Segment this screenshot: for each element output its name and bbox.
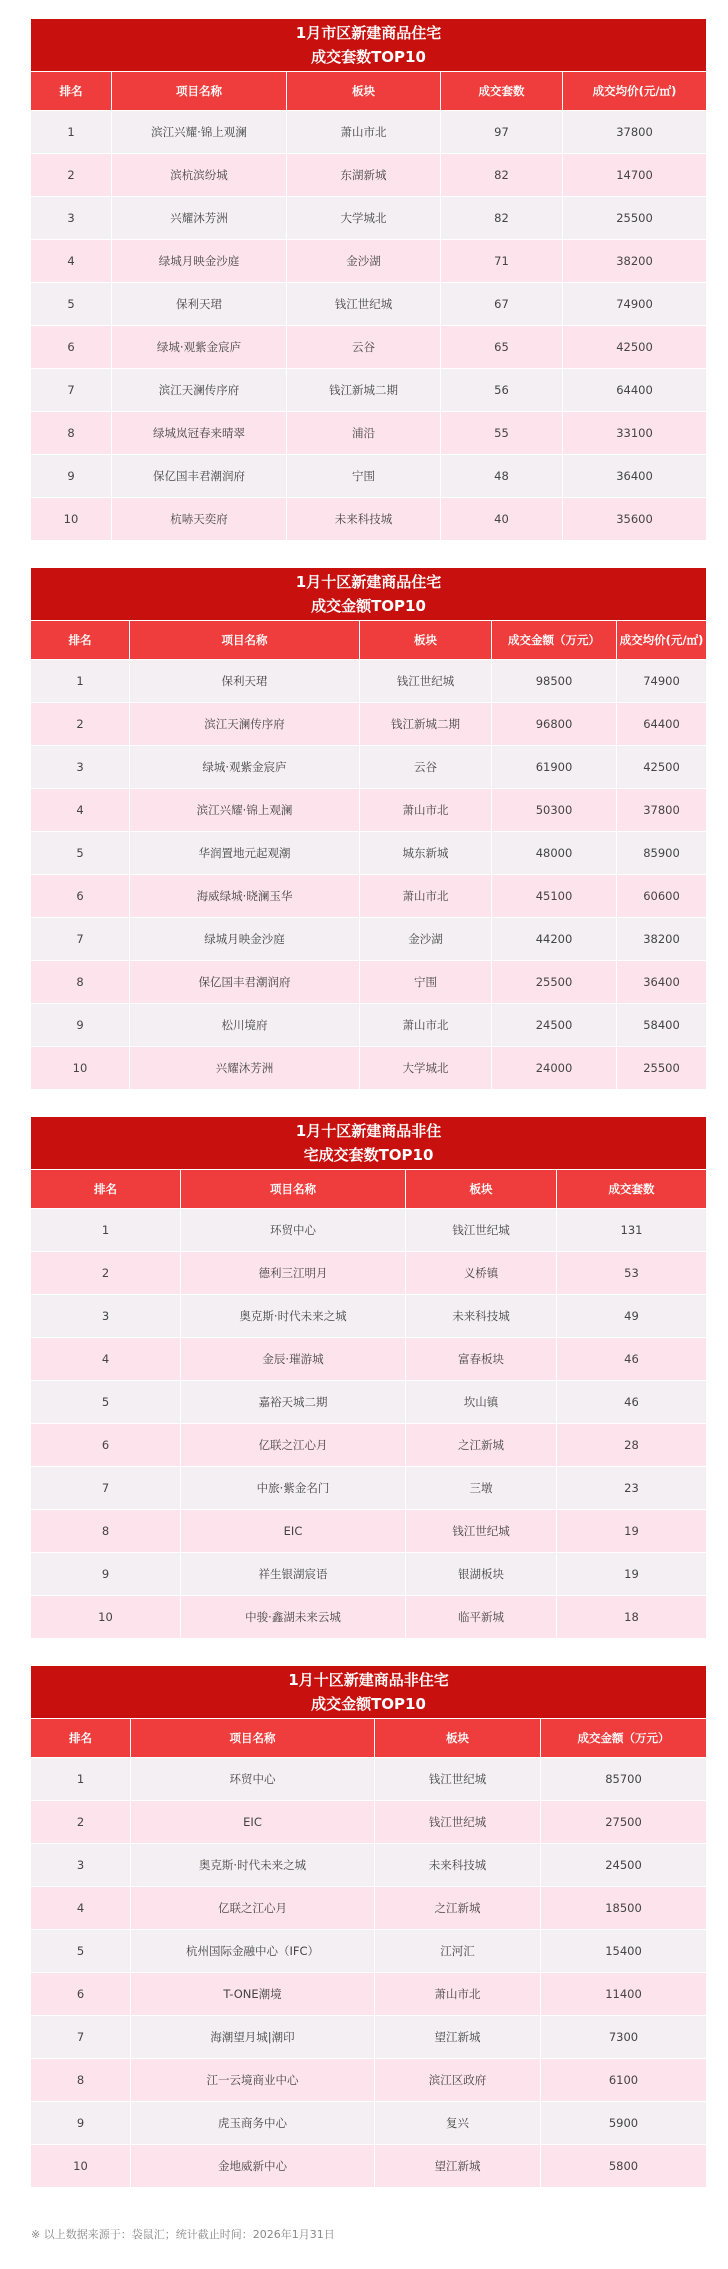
cell-district: 萧山市北 [359,1003,491,1046]
cell-project-name: 德利三江明月 [180,1251,405,1294]
table-row [31,454,706,497]
header-project-name: 项目名称 [130,1718,374,1757]
cell-value-a: 11400 [540,1972,706,2015]
table-row [31,1843,706,1886]
table-row [31,1423,706,1466]
cell-district: 大学城北 [286,196,440,239]
table-row [31,1886,706,1929]
table-title-line-2: 成交金额TOP10 [311,597,426,615]
cell-value-a: 98500 [491,659,616,702]
cell-project-name: 金辰·璀游城 [180,1337,405,1380]
cell-district: 萧山市北 [359,874,491,917]
cell-project-name: 杭哧天奕府 [111,497,286,540]
cell-value-a: 55 [440,411,562,454]
table-row [31,702,706,745]
cell-district: 未来科技城 [374,1843,540,1886]
header-value-b: 成交均价(元/㎡) [616,620,706,659]
cell-value-a: 19 [556,1552,706,1595]
header-value-a: 成交套数 [440,71,562,110]
cell-project-name: 嘉裕天城二期 [180,1380,405,1423]
cell-rank: 10 [31,2144,130,2187]
header-district: 板块 [359,620,491,659]
table-title [31,568,706,620]
table-row [31,1509,706,1552]
cell-district: 东湖新城 [286,153,440,196]
table-row [31,831,706,874]
cell-project-name: EIC [180,1509,405,1552]
cell-value-a: 97 [440,110,562,153]
cell-rank: 2 [31,1800,130,1843]
cell-district: 江河汇 [374,1929,540,1972]
table-row [31,196,706,239]
cell-value-b: 38200 [616,917,706,960]
cell-rank: 7 [31,917,129,960]
table-row [31,2101,706,2144]
cell-value-a: 18 [556,1595,706,1638]
cell-district: 之江新城 [405,1423,556,1466]
header-value-b: 成交均价(元/㎡) [562,71,706,110]
cell-value-a: 19 [556,1509,706,1552]
cell-rank: 3 [31,196,111,239]
table-row [31,1380,706,1423]
cell-district: 钱江新城二期 [359,702,491,745]
table-row [31,1466,706,1509]
data-table [31,1718,706,2187]
cell-value-a: 48 [440,454,562,497]
table-row [31,411,706,454]
header-value-a: 成交金额（万元） [540,1718,706,1757]
cell-rank: 4 [31,1337,180,1380]
cell-project-name: 中旅·紫金名门 [180,1466,405,1509]
cell-value-b: 74900 [616,659,706,702]
cell-value-b: 85900 [616,831,706,874]
cell-rank: 1 [31,659,129,702]
cell-value-a: 5800 [540,2144,706,2187]
table-row [31,745,706,788]
cell-value-b: 42500 [616,745,706,788]
cell-value-b: 33100 [562,411,706,454]
cell-project-name: 绿城月映金沙庭 [111,239,286,282]
table-row [31,1972,706,2015]
cell-district: 大学城北 [359,1046,491,1089]
cell-rank: 6 [31,874,129,917]
cell-district: 临平新城 [405,1595,556,1638]
cell-project-name: 金地威新中心 [130,2144,374,2187]
cell-project-name: 绿城岚冠春来晴翠 [111,411,286,454]
table-row [31,1552,706,1595]
table-body [31,110,706,540]
cell-district: 浦沿 [286,411,440,454]
cell-value-b: 42500 [562,325,706,368]
cell-district: 钱江世纪城 [405,1509,556,1552]
table-body [31,659,706,1089]
table-body [31,1208,706,1638]
cell-value-a: 46 [556,1337,706,1380]
cell-value-a: 25500 [491,960,616,1003]
cell-district: 银湖板块 [405,1552,556,1595]
cell-project-name: 亿联之江心月 [180,1423,405,1466]
cell-rank: 8 [31,2058,130,2101]
table-residential-units [31,19,706,540]
cell-rank: 6 [31,325,111,368]
cell-project-name: EIC [130,1800,374,1843]
header-row [31,620,706,659]
cell-district: 义桥镇 [405,1251,556,1294]
cell-value-b: 37800 [562,110,706,153]
table-row [31,497,706,540]
table-row [31,788,706,831]
table-row [31,1208,706,1251]
cell-project-name: T-ONE潮境 [130,1972,374,2015]
cell-value-b: 37800 [616,788,706,831]
cell-project-name: 奥克斯·时代未来之城 [130,1843,374,1886]
cell-value-a: 44200 [491,917,616,960]
cell-district: 钱江世纪城 [374,1800,540,1843]
cell-rank: 8 [31,960,129,1003]
cell-value-b: 36400 [616,960,706,1003]
footnote: ※ 以上数据来源于：袋鼠汇；统计截止时间：2026年1月31日 [31,2228,335,2241]
cell-value-a: 61900 [491,745,616,788]
cell-value-a: 67 [440,282,562,325]
cell-rank: 8 [31,1509,180,1552]
cell-value-a: 7300 [540,2015,706,2058]
cell-rank: 9 [31,1552,180,1595]
cell-district: 云谷 [359,745,491,788]
table-nonresidential-amount [31,1666,706,2187]
header-value-a: 成交金额（万元） [491,620,616,659]
cell-rank: 2 [31,1251,180,1294]
cell-value-a: 40 [440,497,562,540]
cell-district: 复兴 [374,2101,540,2144]
cell-project-name: 保亿国丰君潮润府 [111,454,286,497]
table-row [31,1595,706,1638]
cell-rank: 5 [31,831,129,874]
table-title-line-1: 1月十区新建商品非住 [295,1122,442,1140]
cell-project-name: 亿联之江心月 [130,1886,374,1929]
cell-project-name: 滨江天澜传序府 [111,368,286,411]
cell-value-b: 60600 [616,874,706,917]
cell-value-a: 18500 [540,1886,706,1929]
cell-rank: 3 [31,1294,180,1337]
cell-rank: 9 [31,2101,130,2144]
cell-value-b: 38200 [562,239,706,282]
table-row [31,1757,706,1800]
table-row [31,239,706,282]
cell-value-a: 46 [556,1380,706,1423]
header-project-name: 项目名称 [180,1169,405,1208]
cell-district: 钱江世纪城 [286,282,440,325]
cell-district: 滨江区政府 [374,2058,540,2101]
cell-value-a: 45100 [491,874,616,917]
data-table [31,620,706,1089]
cell-value-b: 58400 [616,1003,706,1046]
table-nonresidential-units [31,1117,706,1638]
cell-district: 之江新城 [374,1886,540,1929]
table-body [31,1757,706,2187]
cell-project-name: 兴耀沐芳洲 [129,1046,359,1089]
cell-project-name: 绿城月映金沙庭 [129,917,359,960]
cell-district: 钱江世纪城 [405,1208,556,1251]
table-row [31,960,706,1003]
cell-value-a: 27500 [540,1800,706,1843]
cell-value-a: 65 [440,325,562,368]
cell-rank: 4 [31,239,111,282]
cell-project-name: 绿城·观紫金宸庐 [111,325,286,368]
table-title-line-2: 宅成交套数TOP10 [303,1146,434,1164]
cell-value-b: 74900 [562,282,706,325]
header-project-name: 项目名称 [129,620,359,659]
cell-project-name: 保亿国丰君潮润府 [129,960,359,1003]
cell-value-a: 85700 [540,1757,706,1800]
cell-project-name: 环贸中心 [180,1208,405,1251]
cell-rank: 4 [31,1886,130,1929]
cell-value-b: 36400 [562,454,706,497]
data-table [31,71,706,540]
cell-rank: 5 [31,1929,130,1972]
cell-rank: 10 [31,1595,180,1638]
table-row [31,1003,706,1046]
cell-value-a: 15400 [540,1929,706,1972]
table-row [31,1800,706,1843]
cell-district: 宁围 [286,454,440,497]
cell-rank: 5 [31,282,111,325]
cell-district: 萧山市北 [359,788,491,831]
cell-district: 坎山镇 [405,1380,556,1423]
table-title [31,1117,706,1169]
cell-project-name: 奥克斯·时代未来之城 [180,1294,405,1337]
cell-district: 金沙湖 [286,239,440,282]
table-title-line-1: 1月十区新建商品非住宅 [288,1671,449,1689]
cell-rank: 9 [31,454,111,497]
table-row [31,325,706,368]
cell-value-b: 35600 [562,497,706,540]
table-row [31,1929,706,1972]
cell-rank: 1 [31,110,111,153]
cell-rank: 2 [31,153,111,196]
table-row [31,1251,706,1294]
cell-value-a: 28 [556,1423,706,1466]
cell-value-a: 48000 [491,831,616,874]
cell-value-b: 25500 [562,196,706,239]
cell-project-name: 兴耀沐芳洲 [111,196,286,239]
cell-project-name: 环贸中心 [130,1757,374,1800]
cell-rank: 7 [31,2015,130,2058]
header-rank: 排名 [31,620,129,659]
header-value-a: 成交套数 [556,1169,706,1208]
table-row [31,2015,706,2058]
table-row [31,368,706,411]
cell-project-name: 祥生银湖宸语 [180,1552,405,1595]
cell-value-b: 64400 [562,368,706,411]
cell-value-a: 50300 [491,788,616,831]
cell-value-a: 131 [556,1208,706,1251]
cell-project-name: 保利天珺 [111,282,286,325]
header-rank: 排名 [31,71,111,110]
cell-project-name: 滨杭滨纷城 [111,153,286,196]
cell-project-name: 松川境府 [129,1003,359,1046]
cell-project-name: 绿城·观紫金宸庐 [129,745,359,788]
header-project-name: 项目名称 [111,71,286,110]
cell-district: 钱江世纪城 [359,659,491,702]
cell-value-a: 5900 [540,2101,706,2144]
table-title [31,1666,706,1718]
cell-project-name: 华润置地元起观潮 [129,831,359,874]
cell-rank: 7 [31,368,111,411]
cell-value-a: 24500 [540,1843,706,1886]
cell-district: 云谷 [286,325,440,368]
table-row [31,917,706,960]
cell-district: 萧山市北 [374,1972,540,2015]
cell-value-a: 23 [556,1466,706,1509]
cell-rank: 1 [31,1208,180,1251]
table-row [31,1337,706,1380]
table-row [31,1046,706,1089]
cell-rank: 10 [31,1046,129,1089]
table-row [31,153,706,196]
cell-value-a: 56 [440,368,562,411]
cell-value-a: 24000 [491,1046,616,1089]
cell-value-a: 71 [440,239,562,282]
cell-value-b: 25500 [616,1046,706,1089]
cell-rank: 7 [31,1466,180,1509]
header-row [31,1718,706,1757]
table-row [31,2144,706,2187]
table-row [31,110,706,153]
cell-value-b: 64400 [616,702,706,745]
cell-rank: 4 [31,788,129,831]
cell-district: 未来科技城 [405,1294,556,1337]
cell-rank: 6 [31,1423,180,1466]
cell-district: 宁围 [359,960,491,1003]
cell-district: 望江新城 [374,2015,540,2058]
cell-rank: 2 [31,702,129,745]
data-table [31,1169,706,1638]
cell-value-a: 24500 [491,1003,616,1046]
table-row [31,282,706,325]
cell-rank: 6 [31,1972,130,2015]
table-title-line-1: 1月十区新建商品住宅 [295,573,442,591]
cell-project-name: 杭州国际金融中心（IFC） [130,1929,374,1972]
header-district: 板块 [374,1718,540,1757]
cell-district: 富春板块 [405,1337,556,1380]
cell-project-name: 江一云境商业中心 [130,2058,374,2101]
cell-district: 城东新城 [359,831,491,874]
cell-rank: 3 [31,1843,130,1886]
cell-rank: 3 [31,745,129,788]
header-rank: 排名 [31,1718,130,1757]
cell-value-b: 14700 [562,153,706,196]
cell-project-name: 海潮望月城|潮印 [130,2015,374,2058]
table-row [31,874,706,917]
cell-rank: 5 [31,1380,180,1423]
cell-value-a: 82 [440,153,562,196]
table-title-line-1: 1月市区新建商品住宅 [295,24,442,42]
cell-district: 金沙湖 [359,917,491,960]
cell-rank: 10 [31,497,111,540]
cell-value-a: 49 [556,1294,706,1337]
cell-district: 望江新城 [374,2144,540,2187]
cell-project-name: 中骏·鑫湖未来云城 [180,1595,405,1638]
cell-project-name: 虎玉商务中心 [130,2101,374,2144]
header-district: 板块 [405,1169,556,1208]
cell-project-name: 滨江天澜传序府 [129,702,359,745]
cell-project-name: 滨江兴耀·锦上观澜 [111,110,286,153]
cell-rank: 1 [31,1757,130,1800]
header-row [31,71,706,110]
cell-district: 未来科技城 [286,497,440,540]
cell-rank: 9 [31,1003,129,1046]
cell-project-name: 海威绿城·晓澜玉华 [129,874,359,917]
cell-district: 三墩 [405,1466,556,1509]
table-title-line-2: 成交金额TOP10 [311,1695,426,1713]
cell-project-name: 滨江兴耀·锦上观澜 [129,788,359,831]
table-title [31,19,706,71]
cell-value-a: 96800 [491,702,616,745]
cell-value-a: 53 [556,1251,706,1294]
header-rank: 排名 [31,1169,180,1208]
cell-value-a: 6100 [540,2058,706,2101]
table-residential-amount [31,568,706,1089]
cell-district: 钱江新城二期 [286,368,440,411]
cell-value-a: 82 [440,196,562,239]
cell-district: 钱江世纪城 [374,1757,540,1800]
table-row [31,659,706,702]
header-row [31,1169,706,1208]
header-district: 板块 [286,71,440,110]
table-row [31,2058,706,2101]
cell-rank: 8 [31,411,111,454]
table-title-line-2: 成交套数TOP10 [311,48,426,66]
cell-district: 萧山市北 [286,110,440,153]
table-row [31,1294,706,1337]
cell-project-name: 保利天珺 [129,659,359,702]
